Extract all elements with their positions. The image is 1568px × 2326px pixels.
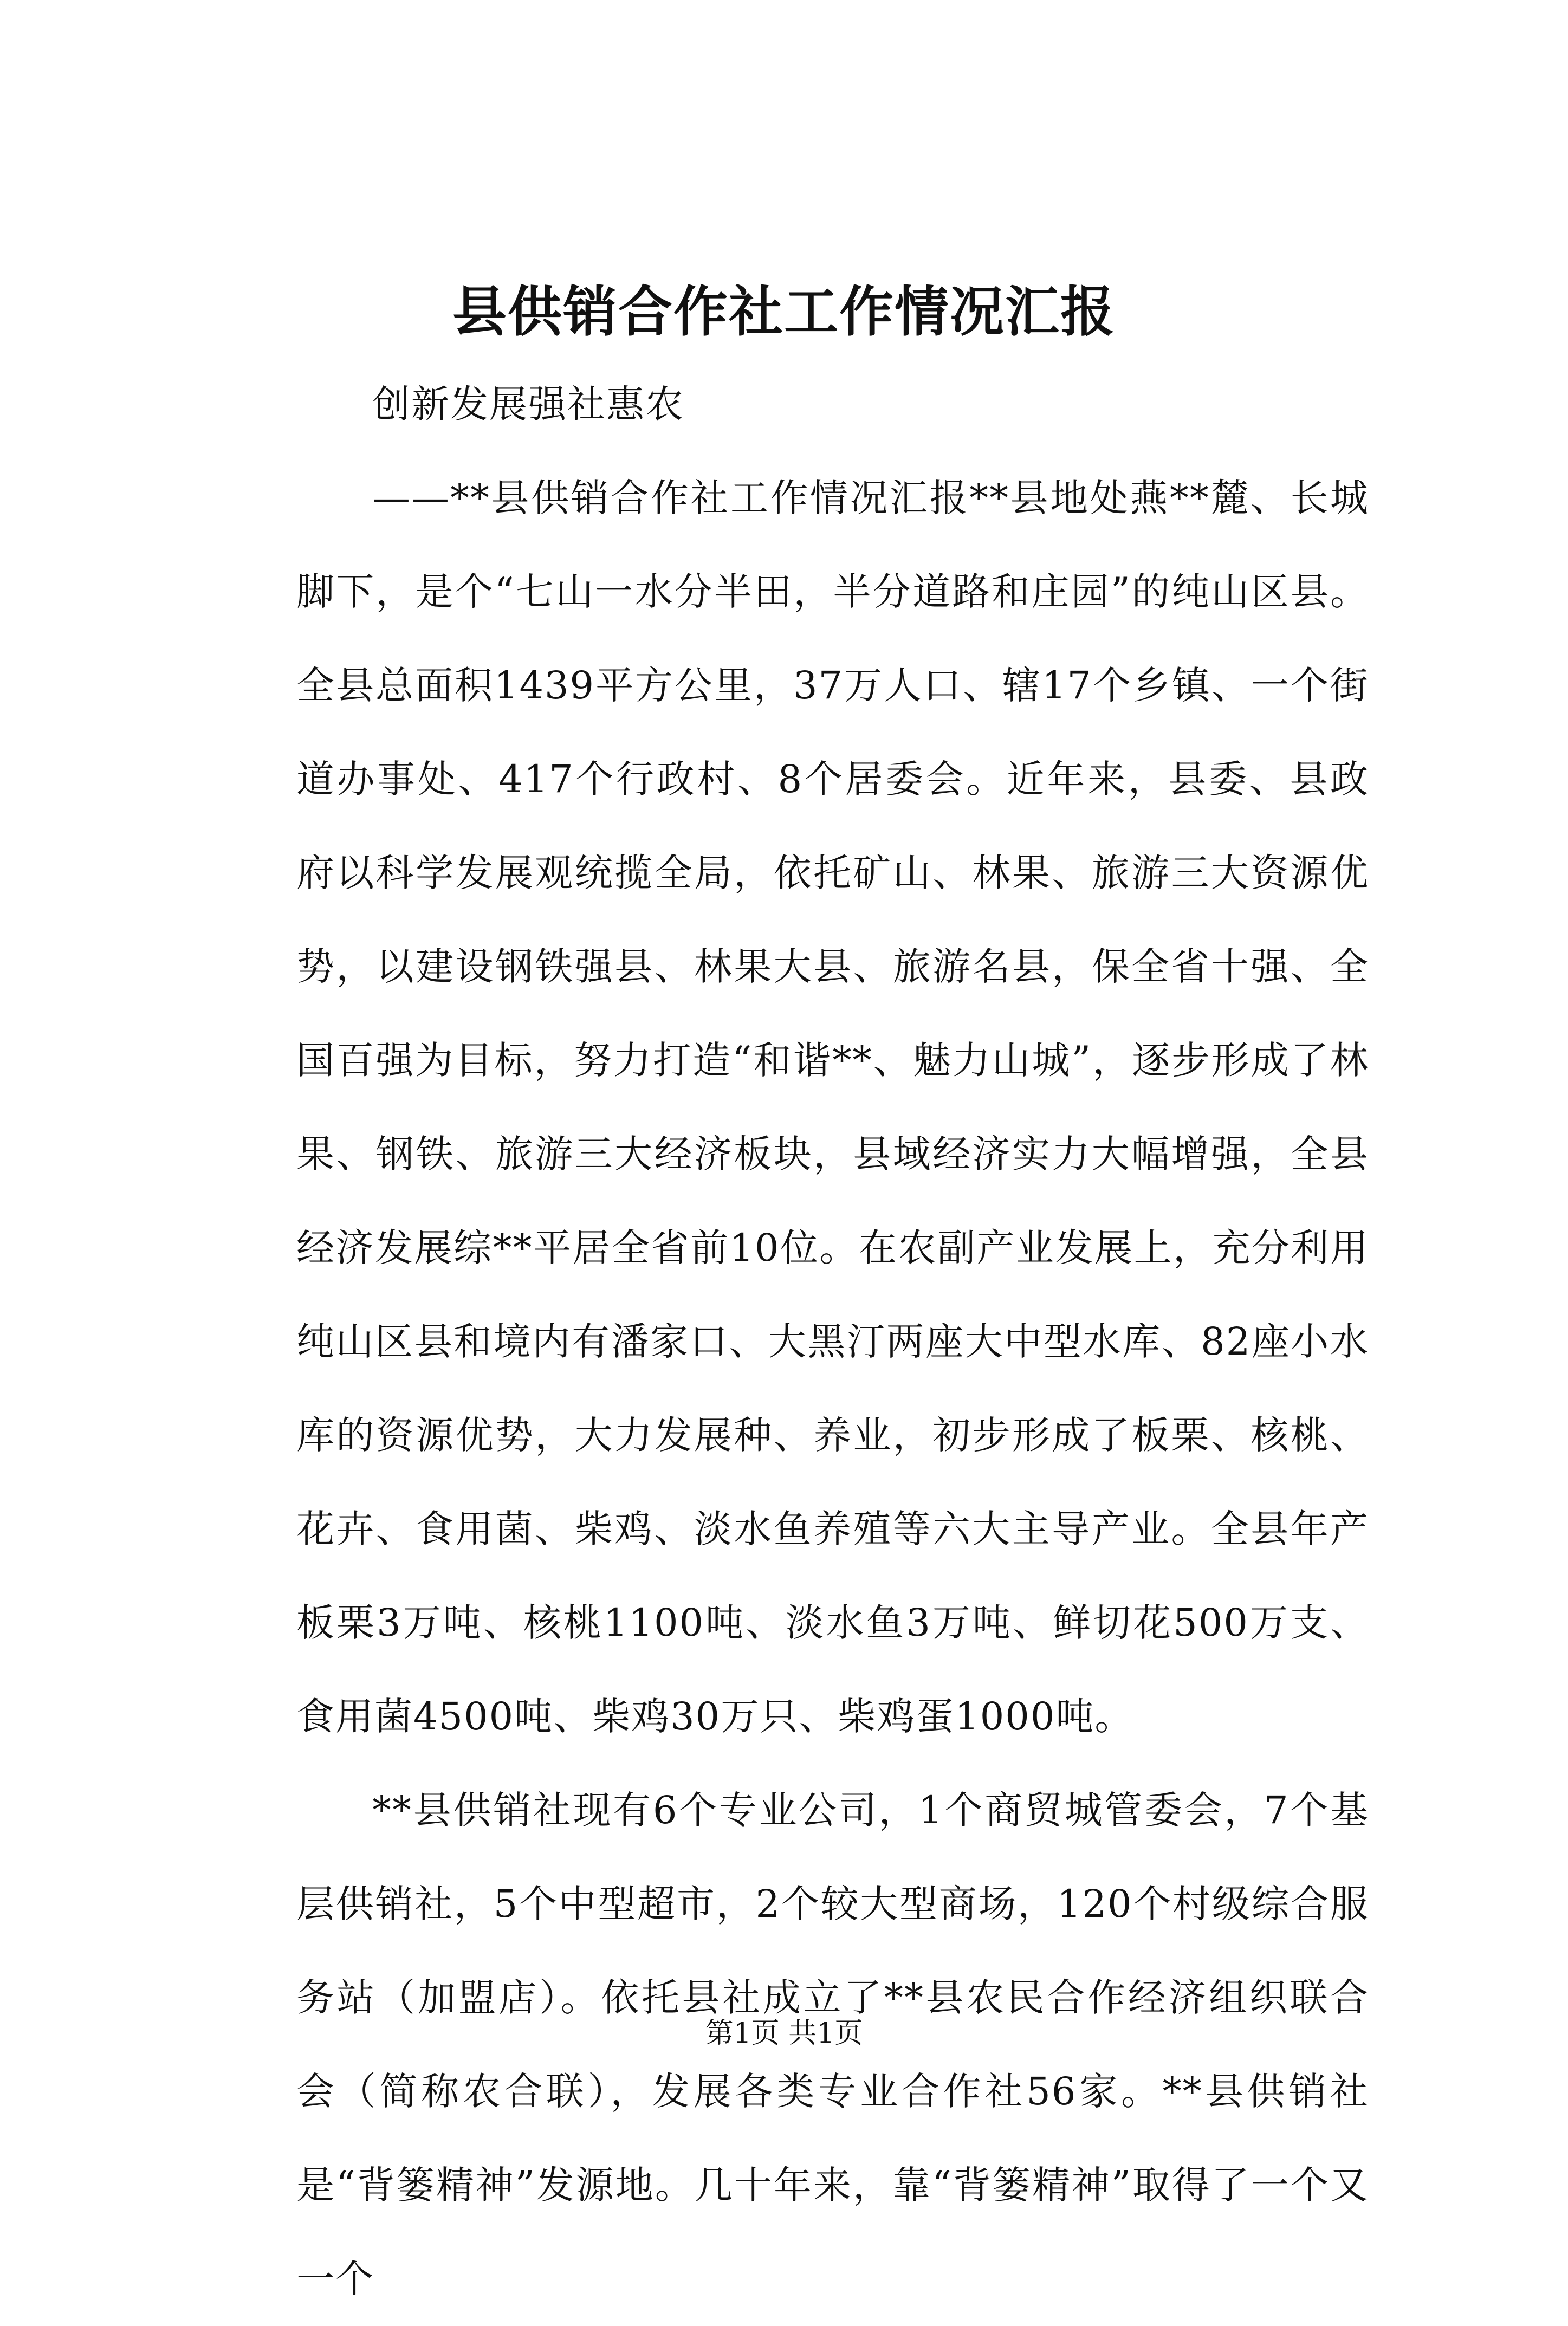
page-footer: 第1页 共1页 [705, 2017, 863, 2050]
paragraph-cooperative: **县供销社现有6个专业公司，1个商贸城管委会，7个基层供销社，5个中型超市，2个较大型商场，120个村级综合服务站（加盟店）。依托县社成立了**县农民合作经济组织联合会（简称农合联），发展各类专业合作社56家。**县供销社是“背篓精神”发源地。几十年来，靠“背篓精神”取得了一个又一个 [296, 1788, 1369, 2301]
paragraph-subtitle: 创新发展强社惠农 [372, 382, 684, 426]
document-title: 县供销合作社工作情况汇报 [452, 280, 1116, 344]
paragraph-overview: ——**县供销合作社工作情况汇报**县地处燕**麓、长城脚下，是个“七山一水分半田，半分道路和庄园”的纯山区县。全县总面积1439平方公里，37万人口、辖17个乡镇、一个街道办事处、417个行政村、8个居委会。近年来，县委、县政府以科学发展观统揽全局，依托矿山、林果、旅游三大资源优势，以建设钢铁强县、林果大县、旅游名县，保全省十强、全国百强为目标，努力打造“和谐**、魅力山城”，逐步形成了林果、钢铁、旅游三大经济板块，县域经济实力大幅增强，全县经济发展综**平居全省前10位。在农副产业发展上，充分利用纯山区县和境内有潘家口、大黑汀两座大中型水库、82座小水库的资源优势，大力发展种、养业，初步形成了板栗、核桃、花卉、食用菌、柴鸡、淡水鱼养殖等六大主导产业。全县年产板栗3万吨、核桃1100吨、淡水鱼3万吨、鲜切花500万支、食用菌4500吨、柴鸡30万只、柴鸡蛋1000吨。 [296, 476, 1369, 1739]
